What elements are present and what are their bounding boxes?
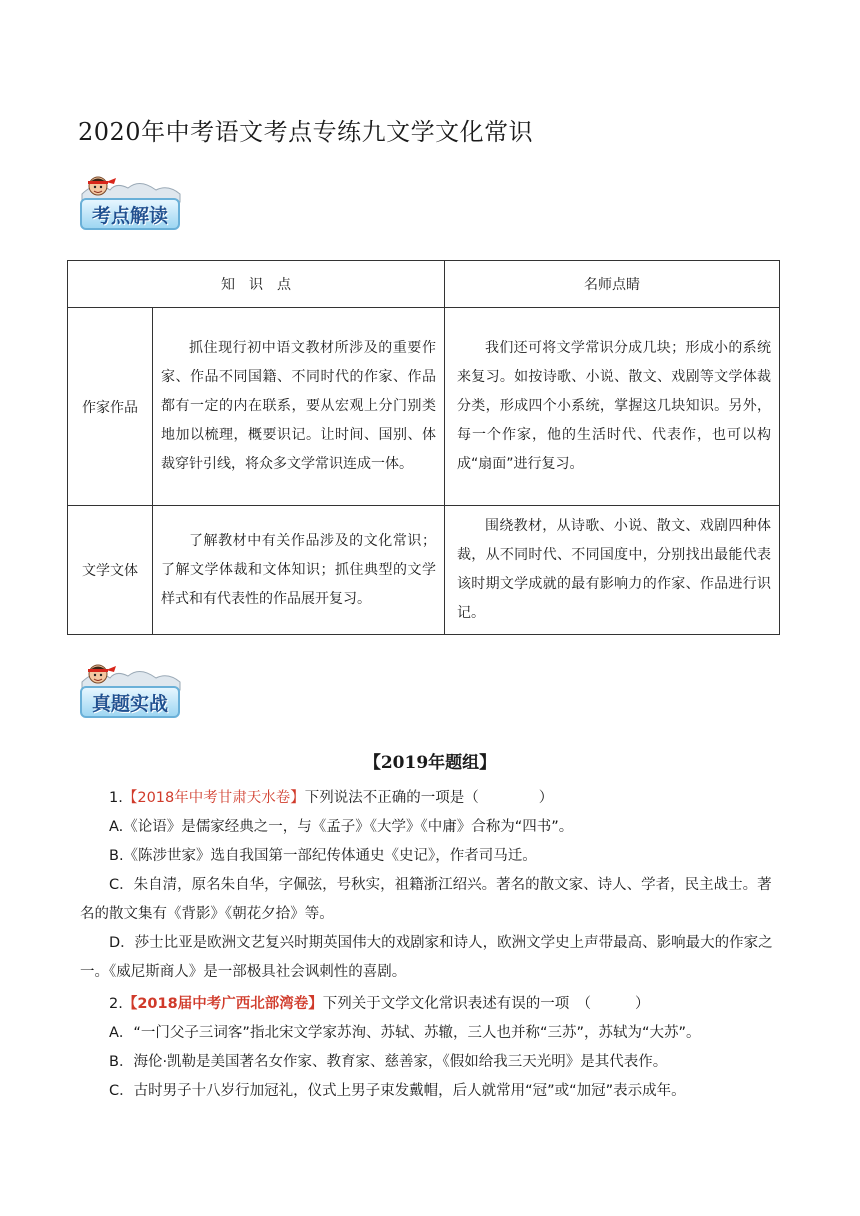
option: C．古时男子十八岁行加冠礼，仪式上男子束发戴帽，后人就常用“冠”或“加冠”表示成年。 xyxy=(109,1083,686,1099)
header-knowledge: 知 识 点 xyxy=(68,261,445,308)
tips-cell xyxy=(445,308,780,506)
question-number: 1. xyxy=(109,790,123,806)
table-row xyxy=(68,506,780,635)
section-badge-label: 考点解读 xyxy=(80,198,180,230)
question-stem: 2.【2018届中考广西北部湾卷】下列关于文学文化常识表述有误的一项 （ ） xyxy=(109,996,650,1012)
knowledge-text: 抓住现行初中语文教材所涉及的重要作家、作品不同国籍、不同时代的作家、作品都有一定的内在联系，要从宏观上分门别类地加以梳理，概要识记。让时间、国别、体裁穿针引线，将众多文学常识连成一体。 xyxy=(161,340,436,472)
section-badge-zhenti xyxy=(76,660,186,724)
section-badge-kaodian xyxy=(76,172,186,236)
question-stem-text: 下列关于文学文化常识表述有误的一项 （ xyxy=(322,996,591,1012)
option: B.《陈涉世家》选自我国第一部纪传体通史《史记》，作者司马迁。 xyxy=(109,848,537,864)
page-title: 2020年中考语文考点专练九文学文化常识 xyxy=(78,118,534,146)
section-badge-label: 真题实战 xyxy=(80,686,180,718)
option: B．海伦·凯勒是美国著名女作家、教育家、慈善家，《假如给我三天光明》是其代表作。 xyxy=(109,1054,668,1070)
table-header-row xyxy=(68,261,780,308)
question-stem: 1.【2018年中考甘肃天水卷】下列说法不正确的一项是（ ） xyxy=(109,790,554,806)
option: D．莎士比亚是欧洲文艺复兴时期英国伟大的戏剧家和诗人，欧洲文学史上声带最高、影响最大的作家之一。《威尼斯商人》是一部极具社会讽刺性的喜剧。 xyxy=(80,935,773,980)
tips-text: 围绕教材，从诗歌、小说、散文、戏剧四种体裁，从不同时代、不同国度中，分别找出最能代表该时期文学成就的最有影响力的作家、作品进行识记。 xyxy=(457,518,771,621)
table-row xyxy=(68,308,780,506)
knowledge-cell xyxy=(153,308,445,506)
group-title: 【2019年题组】 xyxy=(363,753,497,773)
row-label: 作家作品 xyxy=(68,308,153,506)
question-number: 2. xyxy=(109,996,123,1012)
question-source: 【2018届中考广西北部湾卷】 xyxy=(122,996,323,1012)
header-tips: 名师点睛 xyxy=(445,261,780,308)
question-1 xyxy=(80,784,784,987)
knowledge-text: 了解教材中有关作品涉及的文化常识；了解文学体裁和文体知识；抓住典型的文学样式和有代表性的作品展开复习。 xyxy=(161,532,436,607)
question-2 xyxy=(80,990,784,1106)
tips-text: 我们还可将文学常识分成几块；形成小的系统来复习。如按诗歌、小说、散文、戏剧等文学体裁分类，形成四个小系统，掌握这几块知识。另外，每一个作家，他的生活时代、代表作，也可以构成“扇面”进行复习。 xyxy=(457,340,771,472)
question-stem-text: 下列说法不正确的一项是（ xyxy=(304,790,479,806)
option: A．“一门父子三词客”指北宋文学家苏洵、苏轼、苏辙，三人也并称“三苏”，苏轼为“大苏”。 xyxy=(109,1025,701,1041)
row-label: 文学文体 xyxy=(68,506,153,635)
tips-cell xyxy=(445,506,780,635)
option: C．朱自清，原名朱自华，字佩弦，号秋实，祖籍浙江绍兴。著名的散文家、诗人、学者，民主战士。著名的散文集有《背影》《朝花夕拾》等。 xyxy=(80,877,772,922)
knowledge-table xyxy=(67,260,780,635)
question-source: 【2018年中考甘肃天水卷】 xyxy=(122,790,305,806)
option: A.《论语》是儒家经典之一，与《孟子》《大学》《中庸》合称为“四书”。 xyxy=(109,819,574,835)
knowledge-cell xyxy=(153,506,445,635)
